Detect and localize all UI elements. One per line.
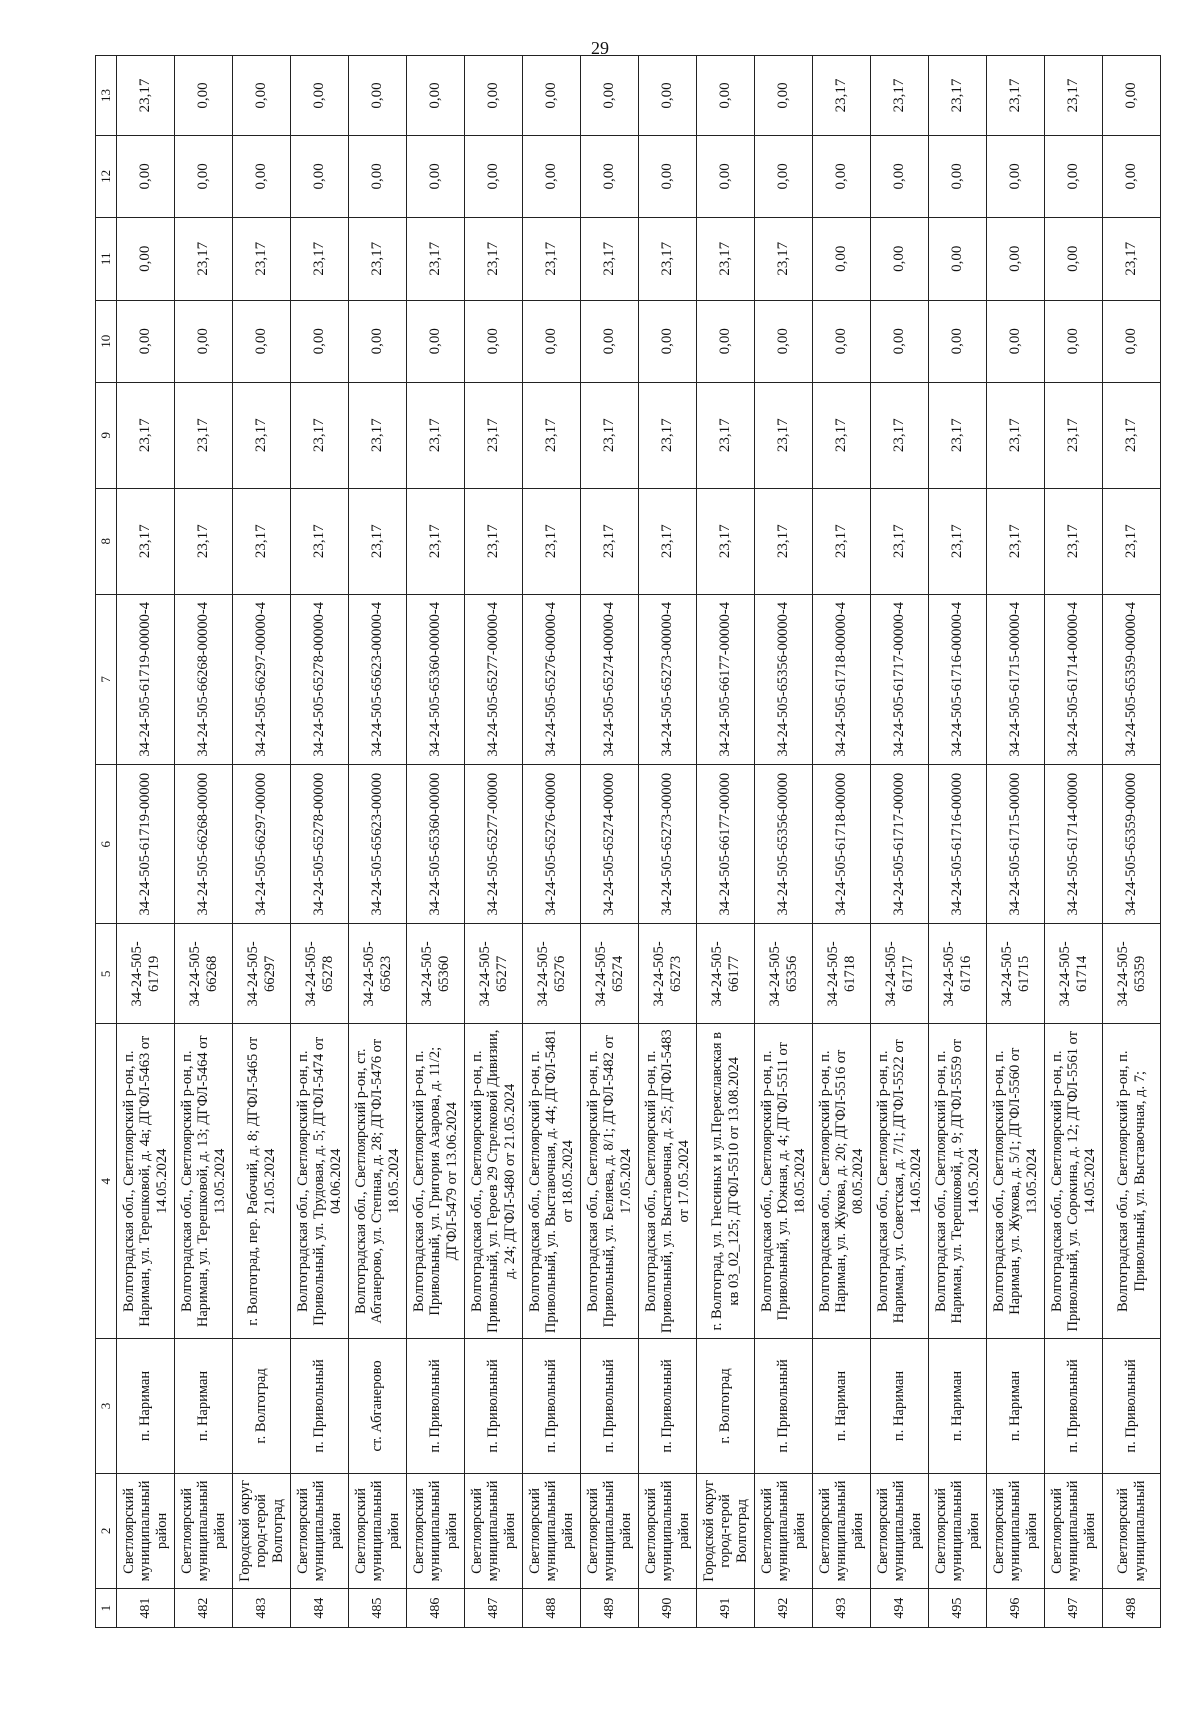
value-cell-8: 23,17 bbox=[233, 488, 291, 594]
value-cell-8: 23,17 bbox=[1103, 488, 1161, 594]
locality-cell: п. Привольный bbox=[1103, 1339, 1161, 1473]
value-cell-12: 0,00 bbox=[117, 135, 175, 217]
value-cell-9: 23,17 bbox=[871, 382, 929, 488]
code-cell: 34-24-505-65359 bbox=[1103, 924, 1161, 1024]
row-number-cell: 485 bbox=[349, 1589, 407, 1628]
column-number-5: 5 bbox=[96, 924, 117, 1024]
address-cell: Волгоградская обл., Светлоярский р-он, п. Нариман, ул. Терешковой, д. 4а; ДГФЛ-5463 от 14.05.2024 bbox=[117, 1024, 175, 1339]
value-cell-10: 0,00 bbox=[465, 300, 523, 382]
value-cell-11: 23,17 bbox=[697, 217, 755, 300]
full-identifier-cell: 34-24-505-65276-00000-4 bbox=[523, 594, 581, 764]
value-cell-10: 0,00 bbox=[581, 300, 639, 382]
address-cell: г. Волгоград, ул. Гнесиных и ул.Переяславская в кв 03_02_125; ДГФЛ-5510 от 13.08.2024 bbox=[697, 1024, 755, 1339]
value-cell-12: 0,00 bbox=[813, 135, 871, 217]
code-cell: 34-24-505-65274 bbox=[581, 924, 639, 1024]
value-cell-13: 0,00 bbox=[349, 56, 407, 136]
column-number-6: 6 bbox=[96, 764, 117, 924]
value-cell-10: 0,00 bbox=[1103, 300, 1161, 382]
district-cell: Светлоярский муниципальный район bbox=[349, 1473, 407, 1589]
value-cell-8: 23,17 bbox=[581, 488, 639, 594]
value-cell-12: 0,00 bbox=[697, 135, 755, 217]
value-cell-13: 23,17 bbox=[929, 56, 987, 136]
registry-table bbox=[95, 55, 1161, 1628]
value-cell-8: 23,17 bbox=[697, 488, 755, 594]
value-cell-11: 0,00 bbox=[117, 217, 175, 300]
value-cell-9: 23,17 bbox=[755, 382, 813, 488]
value-cell-11: 23,17 bbox=[1103, 217, 1161, 300]
code-cell: 34-24-505-61714 bbox=[1045, 924, 1103, 1024]
value-cell-10: 0,00 bbox=[987, 300, 1045, 382]
row-number-cell: 492 bbox=[755, 1589, 813, 1628]
value-cell-11: 23,17 bbox=[523, 217, 581, 300]
address-cell: Волгоградская обл., Светлоярский р-он, п. Нариман, ул. Жукова, д. 20; ДГФЛ-5516 от 08.05.2024 bbox=[813, 1024, 871, 1339]
value-cell-13: 0,00 bbox=[639, 56, 697, 136]
identifier-cell: 34-24-505-61715-00000 bbox=[987, 764, 1045, 924]
row-number-cell: 483 bbox=[233, 1589, 291, 1628]
code-cell: 34-24-505-65273 bbox=[639, 924, 697, 1024]
value-cell-8: 23,17 bbox=[1045, 488, 1103, 594]
value-cell-12: 0,00 bbox=[465, 135, 523, 217]
value-cell-8: 23,17 bbox=[755, 488, 813, 594]
value-cell-10: 0,00 bbox=[813, 300, 871, 382]
identifier-cell: 34-24-505-61714-00000 bbox=[1045, 764, 1103, 924]
address-cell: Волгоградская обл., Светлоярский р-он, п. Привольный, ул. Григория Азарова, д. 11/2; ДГФЛ-5479 от 13.06.2024 bbox=[407, 1024, 465, 1339]
table-row bbox=[755, 56, 813, 1628]
value-cell-9: 23,17 bbox=[291, 382, 349, 488]
column-number-7: 7 bbox=[96, 594, 117, 764]
identifier-cell: 34-24-505-65277-00000 bbox=[465, 764, 523, 924]
identifier-cell: 34-24-505-61719-00000 bbox=[117, 764, 175, 924]
identifier-cell: 34-24-505-61716-00000 bbox=[929, 764, 987, 924]
code-cell: 34-24-505-65276 bbox=[523, 924, 581, 1024]
value-cell-11: 23,17 bbox=[755, 217, 813, 300]
full-identifier-cell: 34-24-505-66177-00000-4 bbox=[697, 594, 755, 764]
identifier-cell: 34-24-505-61718-00000 bbox=[813, 764, 871, 924]
locality-cell: г. Волгоград bbox=[233, 1339, 291, 1473]
full-identifier-cell: 34-24-505-61717-00000-4 bbox=[871, 594, 929, 764]
district-cell: Светлоярский муниципальный район bbox=[465, 1473, 523, 1589]
value-cell-9: 23,17 bbox=[987, 382, 1045, 488]
code-cell: 34-24-505-61718 bbox=[813, 924, 871, 1024]
code-cell: 34-24-505-65360 bbox=[407, 924, 465, 1024]
address-cell: Волгоградская обл., Светлоярский р-он, п. Привольный, ул. Беляева, д. 8/1; ДГФЛ-5482 от 17.05.2024 bbox=[581, 1024, 639, 1339]
value-cell-8: 23,17 bbox=[465, 488, 523, 594]
full-identifier-cell: 34-24-505-65277-00000-4 bbox=[465, 594, 523, 764]
row-number-cell: 482 bbox=[175, 1589, 233, 1628]
value-cell-12: 0,00 bbox=[523, 135, 581, 217]
district-cell: Светлоярский муниципальный район bbox=[117, 1473, 175, 1589]
full-identifier-cell: 34-24-505-65274-00000-4 bbox=[581, 594, 639, 764]
table-row bbox=[871, 56, 929, 1628]
value-cell-10: 0,00 bbox=[233, 300, 291, 382]
table-row bbox=[929, 56, 987, 1628]
row-number-cell: 491 bbox=[697, 1589, 755, 1628]
value-cell-13: 0,00 bbox=[755, 56, 813, 136]
table-row bbox=[117, 56, 175, 1628]
district-cell: Светлоярский муниципальный район bbox=[871, 1473, 929, 1589]
identifier-cell: 34-24-505-61717-00000 bbox=[871, 764, 929, 924]
value-cell-9: 23,17 bbox=[697, 382, 755, 488]
value-cell-9: 23,17 bbox=[117, 382, 175, 488]
value-cell-10: 0,00 bbox=[697, 300, 755, 382]
value-cell-9: 23,17 bbox=[523, 382, 581, 488]
value-cell-13: 23,17 bbox=[117, 56, 175, 136]
code-cell: 34-24-505-61719 bbox=[117, 924, 175, 1024]
address-cell: Волгоградская обл., Светлоярский р-он, п. Нариман, ул. Терешковой, д. 13; ДГФЛ-5464 от 13.05.2024 bbox=[175, 1024, 233, 1339]
identifier-cell: 34-24-505-65359-00000 bbox=[1103, 764, 1161, 924]
value-cell-13: 0,00 bbox=[291, 56, 349, 136]
value-cell-11: 23,17 bbox=[581, 217, 639, 300]
identifier-cell: 34-24-505-65360-00000 bbox=[407, 764, 465, 924]
value-cell-11: 23,17 bbox=[465, 217, 523, 300]
row-number-cell: 488 bbox=[523, 1589, 581, 1628]
value-cell-9: 23,17 bbox=[581, 382, 639, 488]
value-cell-9: 23,17 bbox=[1045, 382, 1103, 488]
identifier-cell: 34-24-505-65278-00000 bbox=[291, 764, 349, 924]
full-identifier-cell: 34-24-505-65359-00000-4 bbox=[1103, 594, 1161, 764]
value-cell-11: 23,17 bbox=[175, 217, 233, 300]
code-cell: 34-24-505-66268 bbox=[175, 924, 233, 1024]
identifier-cell: 34-24-505-66297-00000 bbox=[233, 764, 291, 924]
value-cell-8: 23,17 bbox=[117, 488, 175, 594]
identifier-cell: 34-24-505-65623-00000 bbox=[349, 764, 407, 924]
row-number-cell: 481 bbox=[117, 1589, 175, 1628]
full-identifier-cell: 34-24-505-65360-00000-4 bbox=[407, 594, 465, 764]
value-cell-13: 23,17 bbox=[987, 56, 1045, 136]
table-row bbox=[581, 56, 639, 1628]
full-identifier-cell: 34-24-505-61715-00000-4 bbox=[987, 594, 1045, 764]
locality-cell: п. Привольный bbox=[465, 1339, 523, 1473]
code-cell: 34-24-505-66177 bbox=[697, 924, 755, 1024]
identifier-cell: 34-24-505-65276-00000 bbox=[523, 764, 581, 924]
table-row bbox=[349, 56, 407, 1628]
column-number-8: 8 bbox=[96, 488, 117, 594]
full-identifier-cell: 34-24-505-65623-00000-4 bbox=[349, 594, 407, 764]
value-cell-10: 0,00 bbox=[1045, 300, 1103, 382]
locality-cell: п. Привольный bbox=[291, 1339, 349, 1473]
district-cell: Светлоярский муниципальный район bbox=[1045, 1473, 1103, 1589]
full-identifier-cell: 34-24-505-61714-00000-4 bbox=[1045, 594, 1103, 764]
locality-cell: п. Привольный bbox=[639, 1339, 697, 1473]
value-cell-9: 23,17 bbox=[465, 382, 523, 488]
table-row bbox=[465, 56, 523, 1628]
value-cell-8: 23,17 bbox=[407, 488, 465, 594]
table-row bbox=[697, 56, 755, 1628]
table-row bbox=[1045, 56, 1103, 1628]
value-cell-12: 0,00 bbox=[349, 135, 407, 217]
value-cell-13: 0,00 bbox=[233, 56, 291, 136]
page-number: 29 bbox=[591, 38, 609, 58]
address-cell: Волгоградская обл., Светлоярский р-он, п. Привольный, ул. Выставочная, д. 44; ДГФЛ-5481 от 18.05.2024 bbox=[523, 1024, 581, 1339]
value-cell-9: 23,17 bbox=[813, 382, 871, 488]
value-cell-12: 0,00 bbox=[1045, 135, 1103, 217]
value-cell-12: 0,00 bbox=[755, 135, 813, 217]
value-cell-11: 23,17 bbox=[639, 217, 697, 300]
value-cell-13: 23,17 bbox=[813, 56, 871, 136]
full-identifier-cell: 34-24-505-61716-00000-4 bbox=[929, 594, 987, 764]
table-row bbox=[291, 56, 349, 1628]
value-cell-10: 0,00 bbox=[349, 300, 407, 382]
full-identifier-cell: 34-24-505-65273-00000-4 bbox=[639, 594, 697, 764]
district-cell: Светлоярский муниципальный район bbox=[581, 1473, 639, 1589]
locality-cell: п. Нариман bbox=[871, 1339, 929, 1473]
column-number-2: 2 bbox=[96, 1473, 117, 1589]
table-row bbox=[1103, 56, 1161, 1628]
address-cell: Волгоградская обл., Светлоярский р-он, п. Привольный, ул. Героев 29 Стрелковой Дивизии, д. 24; ДГФЛ-5480 от 21.05.2024 bbox=[465, 1024, 523, 1339]
district-cell: Светлоярский муниципальный район bbox=[175, 1473, 233, 1589]
table-row bbox=[175, 56, 233, 1628]
value-cell-8: 23,17 bbox=[639, 488, 697, 594]
column-number-1: 1 bbox=[96, 1589, 117, 1628]
value-cell-11: 0,00 bbox=[929, 217, 987, 300]
value-cell-10: 0,00 bbox=[117, 300, 175, 382]
code-cell: 34-24-505-65356 bbox=[755, 924, 813, 1024]
value-cell-13: 0,00 bbox=[175, 56, 233, 136]
row-number-cell: 498 bbox=[1103, 1589, 1161, 1628]
locality-cell: п. Привольный bbox=[581, 1339, 639, 1473]
table-row bbox=[639, 56, 697, 1628]
address-cell: Волгоградская обл., Светлоярский р-он, п. Нариман, ул. Терешковой, д. 9; ДГФЛ-5559 от 14.05.2024 bbox=[929, 1024, 987, 1339]
row-number-cell: 484 bbox=[291, 1589, 349, 1628]
value-cell-8: 23,17 bbox=[291, 488, 349, 594]
row-number-cell: 487 bbox=[465, 1589, 523, 1628]
value-cell-9: 23,17 bbox=[1103, 382, 1161, 488]
locality-cell: п. Привольный bbox=[407, 1339, 465, 1473]
address-cell: Волгоградская обл., Светлоярский р-он, ст. Абганерово, ул. Степная, д. 28; ДГФЛ-5476 от 18.05.2024 bbox=[349, 1024, 407, 1339]
value-cell-13: 23,17 bbox=[871, 56, 929, 136]
value-cell-11: 0,00 bbox=[1045, 217, 1103, 300]
code-cell: 34-24-505-61716 bbox=[929, 924, 987, 1024]
identifier-cell: 34-24-505-66177-00000 bbox=[697, 764, 755, 924]
value-cell-11: 0,00 bbox=[871, 217, 929, 300]
locality-cell: ст. Абганерово bbox=[349, 1339, 407, 1473]
value-cell-12: 0,00 bbox=[581, 135, 639, 217]
rotated-table-container bbox=[95, 55, 1148, 1628]
address-cell: Волгоградская обл., Светлоярский р-он, п. Привольный, ул. Выставочная, д. 25; ДГФЛ-5483 от 17.05.2024 bbox=[639, 1024, 697, 1339]
value-cell-8: 23,17 bbox=[871, 488, 929, 594]
value-cell-13: 0,00 bbox=[1103, 56, 1161, 136]
address-cell: Волгоградская обл., Светлоярский р-он, п. Привольный, ул. Выставочная, д. 7; bbox=[1103, 1024, 1161, 1339]
code-cell: 34-24-505-61715 bbox=[987, 924, 1045, 1024]
table-row bbox=[987, 56, 1045, 1628]
value-cell-12: 0,00 bbox=[407, 135, 465, 217]
district-cell: Светлоярский муниципальный район bbox=[407, 1473, 465, 1589]
value-cell-10: 0,00 bbox=[871, 300, 929, 382]
value-cell-12: 0,00 bbox=[639, 135, 697, 217]
identifier-cell: 34-24-505-65274-00000 bbox=[581, 764, 639, 924]
address-cell: Волгоградская обл., Светлоярский р-он, п. Нариман, ул. Советская, д. 7/1; ДГФЛ-5522 от 14.05.2024 bbox=[871, 1024, 929, 1339]
locality-cell: п. Нариман bbox=[175, 1339, 233, 1473]
value-cell-13: 23,17 bbox=[1045, 56, 1103, 136]
column-number-13: 13 bbox=[96, 56, 117, 136]
district-cell: Городской округ город-герой Волгоград bbox=[233, 1473, 291, 1589]
table-body bbox=[117, 56, 1161, 1628]
column-number-header bbox=[96, 56, 117, 1628]
row-number-cell: 489 bbox=[581, 1589, 639, 1628]
code-cell: 34-24-505-65277 bbox=[465, 924, 523, 1024]
code-cell: 34-24-505-61717 bbox=[871, 924, 929, 1024]
value-cell-12: 0,00 bbox=[987, 135, 1045, 217]
district-cell: Светлоярский муниципальный bbox=[1103, 1473, 1161, 1589]
value-cell-11: 23,17 bbox=[291, 217, 349, 300]
locality-cell: п. Нариман bbox=[929, 1339, 987, 1473]
column-number-11: 11 bbox=[96, 217, 117, 300]
row-number-cell: 496 bbox=[987, 1589, 1045, 1628]
value-cell-9: 23,17 bbox=[349, 382, 407, 488]
full-identifier-cell: 34-24-505-61719-00000-4 bbox=[117, 594, 175, 764]
column-number-12: 12 bbox=[96, 135, 117, 217]
locality-cell: п. Нариман bbox=[987, 1339, 1045, 1473]
value-cell-12: 0,00 bbox=[291, 135, 349, 217]
full-identifier-cell: 34-24-505-66297-00000-4 bbox=[233, 594, 291, 764]
value-cell-12: 0,00 bbox=[871, 135, 929, 217]
address-cell: Волгоградская обл., Светлоярский р-он, п. Привольный, ул. Трудовая, д. 5; ДГФЛ-5474 от 04.06.2024 bbox=[291, 1024, 349, 1339]
district-cell: Светлоярский муниципальный район bbox=[639, 1473, 697, 1589]
district-cell: Светлоярский муниципальный район bbox=[523, 1473, 581, 1589]
value-cell-11: 23,17 bbox=[233, 217, 291, 300]
value-cell-13: 0,00 bbox=[465, 56, 523, 136]
value-cell-10: 0,00 bbox=[523, 300, 581, 382]
address-cell: Волгоградская обл., Светлоярский р-он, п. Привольный, ул. Сорокина, д. 12; ДГФЛ-5561 от 14.05.2024 bbox=[1045, 1024, 1103, 1339]
code-cell: 34-24-505-65278 bbox=[291, 924, 349, 1024]
address-cell: г. Волгоград, пер. Рабочий, д. 8; ДГФЛ-5465 от 21.05.2024 bbox=[233, 1024, 291, 1339]
value-cell-12: 0,00 bbox=[233, 135, 291, 217]
value-cell-11: 0,00 bbox=[987, 217, 1045, 300]
district-cell: Светлоярский муниципальный район bbox=[813, 1473, 871, 1589]
value-cell-9: 23,17 bbox=[233, 382, 291, 488]
identifier-cell: 34-24-505-66268-00000 bbox=[175, 764, 233, 924]
locality-cell: п. Привольный bbox=[1045, 1339, 1103, 1473]
value-cell-8: 23,17 bbox=[175, 488, 233, 594]
value-cell-10: 0,00 bbox=[407, 300, 465, 382]
value-cell-10: 0,00 bbox=[175, 300, 233, 382]
row-number-cell: 490 bbox=[639, 1589, 697, 1628]
value-cell-9: 23,17 bbox=[407, 382, 465, 488]
table-row bbox=[233, 56, 291, 1628]
value-cell-10: 0,00 bbox=[291, 300, 349, 382]
value-cell-12: 0,00 bbox=[929, 135, 987, 217]
row-number-cell: 493 bbox=[813, 1589, 871, 1628]
row-number-cell: 495 bbox=[929, 1589, 987, 1628]
district-cell: Городской округ город-герой Волгоград bbox=[697, 1473, 755, 1589]
locality-cell: п. Привольный bbox=[523, 1339, 581, 1473]
value-cell-12: 0,00 bbox=[175, 135, 233, 217]
table-row bbox=[407, 56, 465, 1628]
address-cell: Волгоградская обл., Светлоярский р-он, п. Нариман, ул. Жукова, д. 5/1; ДГФЛ-5560 от 13.05.2024 bbox=[987, 1024, 1045, 1339]
row-number-cell: 486 bbox=[407, 1589, 465, 1628]
column-number-3: 3 bbox=[96, 1339, 117, 1473]
row-number-cell: 497 bbox=[1045, 1589, 1103, 1628]
value-cell-8: 23,17 bbox=[929, 488, 987, 594]
value-cell-11: 23,17 bbox=[349, 217, 407, 300]
value-cell-9: 23,17 bbox=[639, 382, 697, 488]
district-cell: Светлоярский муниципальный район bbox=[755, 1473, 813, 1589]
code-cell: 34-24-505-66297 bbox=[233, 924, 291, 1024]
value-cell-12: 0,00 bbox=[1103, 135, 1161, 217]
value-cell-8: 23,17 bbox=[987, 488, 1045, 594]
value-cell-13: 0,00 bbox=[523, 56, 581, 136]
value-cell-9: 23,17 bbox=[175, 382, 233, 488]
code-cell: 34-24-505-65623 bbox=[349, 924, 407, 1024]
identifier-cell: 34-24-505-65356-00000 bbox=[755, 764, 813, 924]
identifier-cell: 34-24-505-65273-00000 bbox=[639, 764, 697, 924]
value-cell-10: 0,00 bbox=[639, 300, 697, 382]
value-cell-13: 0,00 bbox=[697, 56, 755, 136]
full-identifier-cell: 34-24-505-61718-00000-4 bbox=[813, 594, 871, 764]
value-cell-8: 23,17 bbox=[813, 488, 871, 594]
table-row bbox=[523, 56, 581, 1628]
value-cell-8: 23,17 bbox=[523, 488, 581, 594]
district-cell: Светлоярский муниципальный район bbox=[987, 1473, 1045, 1589]
value-cell-9: 23,17 bbox=[929, 382, 987, 488]
locality-cell: п. Нариман bbox=[813, 1339, 871, 1473]
value-cell-10: 0,00 bbox=[755, 300, 813, 382]
locality-cell: г. Волгоград bbox=[697, 1339, 755, 1473]
column-number-4: 4 bbox=[96, 1024, 117, 1339]
value-cell-11: 0,00 bbox=[813, 217, 871, 300]
value-cell-13: 0,00 bbox=[407, 56, 465, 136]
value-cell-11: 23,17 bbox=[407, 217, 465, 300]
column-number-9: 9 bbox=[96, 382, 117, 488]
full-identifier-cell: 34-24-505-66268-00000-4 bbox=[175, 594, 233, 764]
district-cell: Светлоярский муниципальный район bbox=[929, 1473, 987, 1589]
column-number-10: 10 bbox=[96, 300, 117, 382]
locality-cell: п. Привольный bbox=[755, 1339, 813, 1473]
district-cell: Светлоярский муниципальный район bbox=[291, 1473, 349, 1589]
address-cell: Волгоградская обл., Светлоярский р-он, п. Привольный, ул. Южная, д. 4; ДГФЛ-5511 от 18.05.2024 bbox=[755, 1024, 813, 1339]
value-cell-10: 0,00 bbox=[929, 300, 987, 382]
table-row bbox=[813, 56, 871, 1628]
locality-cell: п. Нариман bbox=[117, 1339, 175, 1473]
full-identifier-cell: 34-24-505-65356-00000-4 bbox=[755, 594, 813, 764]
full-identifier-cell: 34-24-505-65278-00000-4 bbox=[291, 594, 349, 764]
value-cell-13: 0,00 bbox=[581, 56, 639, 136]
value-cell-8: 23,17 bbox=[349, 488, 407, 594]
row-number-cell: 494 bbox=[871, 1589, 929, 1628]
